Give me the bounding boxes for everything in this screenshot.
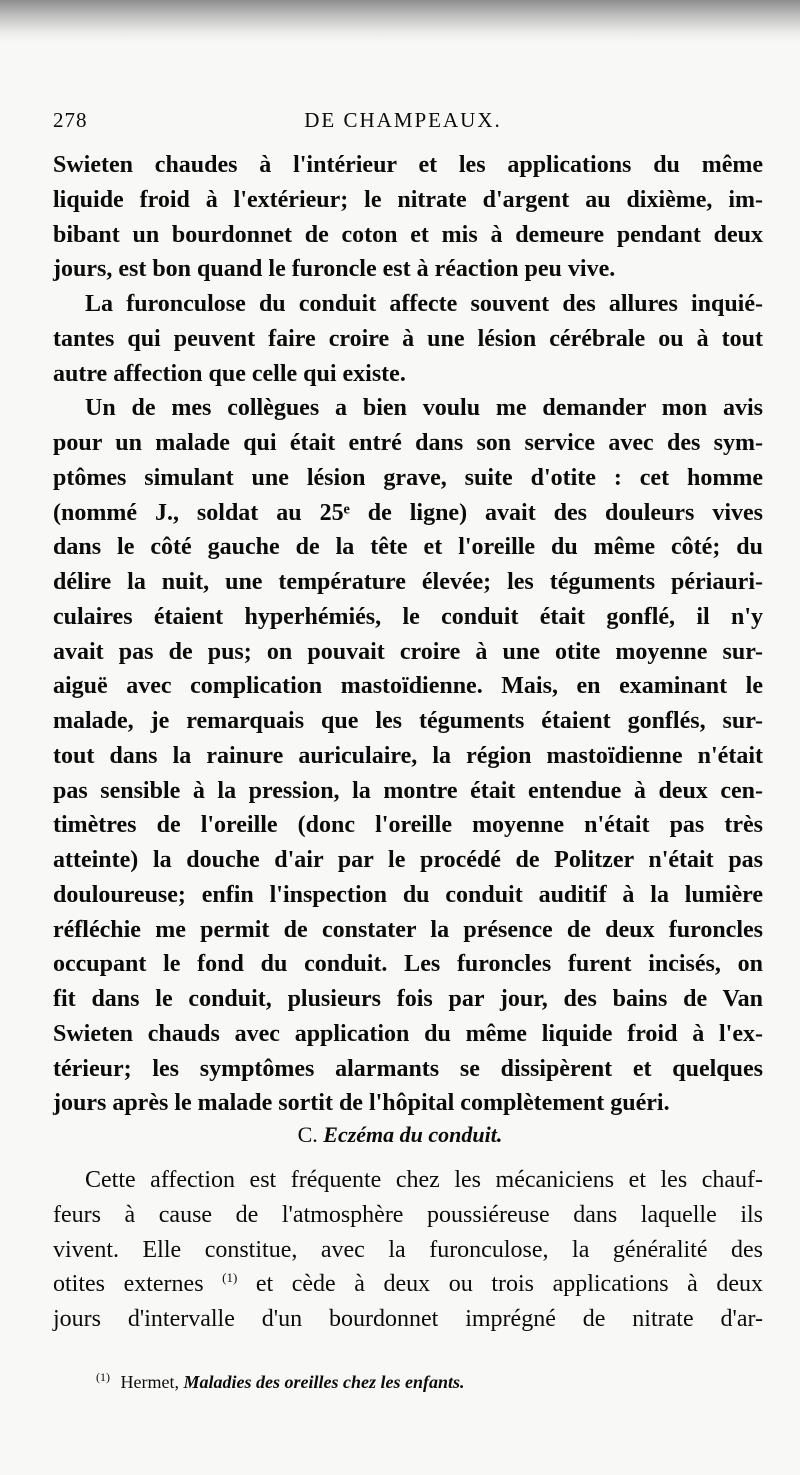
text-line: feurs à cause de l'atmosphère poussiéreuse dans laquelle ils bbox=[53, 1201, 763, 1228]
text-line: dans le côté gauche de la tête et l'oreille du même côté; du bbox=[53, 534, 763, 561]
text-line: ptômes simulant une lésion grave, suite d'otite : cet homme bbox=[53, 464, 763, 491]
text-line: (nommé J., soldat au 25ᵉ de ligne) avait des douleurs vives bbox=[53, 499, 763, 526]
text-line: timètres de l'oreille (donc l'oreille moyenne n'était pas très bbox=[53, 812, 763, 839]
footnote-reference: (1) bbox=[222, 1270, 238, 1286]
text-line: liquide froid à l'extérieur; le nitrate d'argent au dixième, im- bbox=[53, 186, 763, 213]
text-line: térieur; les symptômes alarmants se dissipèrent et quelques bbox=[53, 1055, 763, 1082]
text-line: aiguë avec complication mastoïdienne. Mais, en examinant le bbox=[53, 673, 763, 700]
text-line: tantes qui peuvent faire croire à une lésion cérébrale ou à tout bbox=[53, 325, 763, 352]
text-line: culaires étaient hyperhémiés, le conduit était gonflé, il n'y bbox=[53, 603, 763, 630]
text-line: tout dans la rainure auriculaire, la région mastoïdienne n'était bbox=[53, 742, 763, 769]
text-line: jours, est bon quand le furoncle est à réaction peu vive. bbox=[53, 256, 616, 283]
footnote-mark: (1) bbox=[96, 1370, 110, 1384]
text-line: fit dans le conduit, plusieurs fois par jour, des bains de Van bbox=[53, 986, 763, 1012]
main-text bbox=[53, 148, 763, 1121]
text-fragment: otites externes bbox=[53, 1271, 204, 1298]
text-line: avait pas de pus; on pouvait croire à une otite moyenne sur- bbox=[53, 638, 763, 665]
text-line: occupant le fond du conduit. Les furoncles furent incisés, on bbox=[53, 951, 763, 978]
text-fragment: et cède à deux ou trois applications à deux bbox=[237, 1271, 763, 1298]
text-line: atteinte) la douche d'air par le procédé de Politzer n'était pas bbox=[53, 847, 763, 873]
section-title: Eczéma du conduit. bbox=[323, 1122, 503, 1147]
page-number: 278 bbox=[53, 108, 88, 132]
text-line: jours après le malade sortit de l'hôpital complètement guéri. bbox=[53, 1090, 670, 1117]
footnote-author: Hermet, bbox=[120, 1372, 179, 1392]
text-line: délire la nuit, une température élevée; les téguments périauri- bbox=[53, 569, 763, 595]
text-line: bibant un bourdonnet de coton et mis à demeure pendant deux bbox=[53, 221, 763, 248]
text-line: réfléchie me permit de constater la présence de deux furoncles bbox=[53, 916, 763, 943]
text-line: pas sensible à la pression, la montre était entendue à deux cen- bbox=[53, 777, 763, 804]
text-line: Swieten chaudes à l'intérieur et les applications du même bbox=[53, 152, 763, 178]
text-line: jours d'intervalle d'un bourdonnet imprégné de nitrate d'ar- bbox=[53, 1306, 763, 1332]
footnote-source: Maladies des oreilles chez les enfants. bbox=[183, 1372, 465, 1392]
page-header bbox=[53, 108, 753, 138]
text-line: Swieten chauds avec application du même liquide froid à l'ex- bbox=[53, 1020, 763, 1047]
section-heading bbox=[0, 1122, 800, 1148]
text-line: Un de mes collègues a bien voulu me demander mon avis bbox=[85, 395, 763, 422]
running-title: DE CHAMPEAUX. bbox=[304, 108, 502, 132]
text-line bbox=[53, 1267, 763, 1302]
text-line: malade, je remarquais que les téguments étaient gonflés, sur- bbox=[53, 708, 763, 734]
scan-shadow bbox=[0, 0, 800, 42]
text-line: autre affection que celle qui existe. bbox=[53, 360, 406, 387]
section-text bbox=[53, 1163, 763, 1337]
text-line: vivent. Elle constitue, avec la furonculose, la généralité des bbox=[53, 1236, 763, 1263]
text-line: La furonculose du conduit affecte souvent des allures inquié- bbox=[85, 291, 763, 317]
text-line: Cette affection est fréquente chez les mécaniciens et les chauf- bbox=[85, 1167, 763, 1193]
text-line: douloureuse; enfin l'inspection du conduit auditif à la lumière bbox=[53, 881, 763, 908]
section-letter: C. bbox=[297, 1122, 318, 1147]
footnote bbox=[96, 1370, 464, 1393]
text-line: pour un malade qui était entré dans son service avec des sym- bbox=[53, 430, 763, 456]
